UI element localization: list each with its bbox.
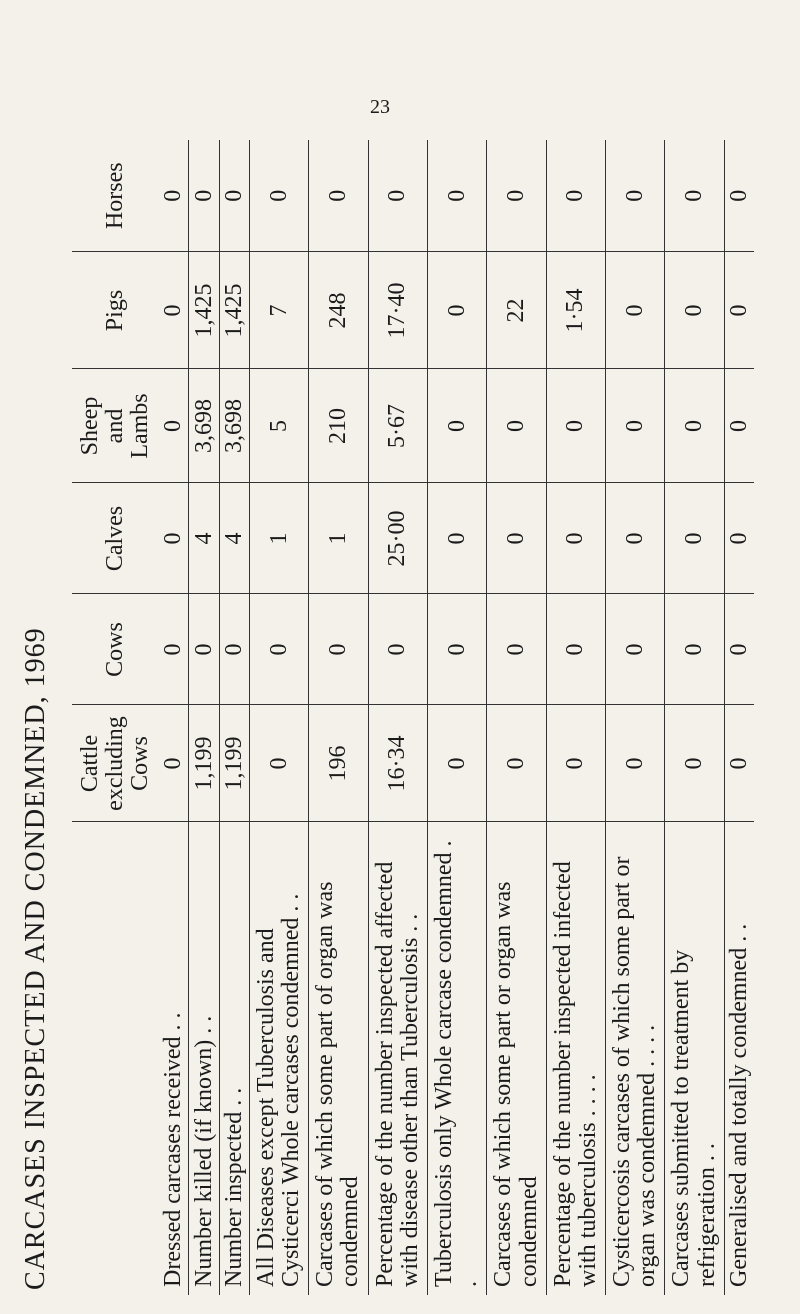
table-cell: 0 — [665, 140, 724, 252]
header-blank — [72, 822, 159, 1295]
table-cell: 1,199 — [219, 705, 249, 822]
table-cell: 0 — [724, 483, 754, 594]
table-cell: 0 — [665, 369, 724, 483]
table-cell: 0 — [428, 369, 487, 483]
table-cell: 0 — [665, 483, 724, 594]
table-row — [724, 140, 754, 1295]
table-cell: 0 — [249, 594, 308, 705]
table-cell: 0 — [665, 594, 724, 705]
column-header: Cattle excluding Cows — [72, 705, 159, 822]
table-cell: 0 — [546, 705, 605, 822]
table-cell: 4 — [189, 483, 219, 594]
table-row — [368, 140, 427, 1295]
table-cell: 0 — [159, 252, 189, 369]
column-header: Horses — [72, 140, 159, 252]
table-cell: 4 — [219, 483, 249, 594]
table-cell: 0 — [606, 369, 665, 483]
table-cell: 0 — [487, 483, 546, 594]
table-cell: 0 — [487, 594, 546, 705]
table-cell: 3,698 — [189, 369, 219, 483]
table-cell: 0 — [487, 705, 546, 822]
column-header: Sheep and Lambs — [72, 369, 159, 483]
page-number: 23 — [370, 96, 390, 118]
table-cell: 0 — [606, 140, 665, 252]
table-cell: 1 — [249, 483, 308, 594]
table-cell: 1,425 — [219, 252, 249, 369]
table-cell: 210 — [309, 369, 368, 483]
row-label: Number inspected . . — [219, 822, 249, 1295]
table-cell: 0 — [665, 252, 724, 369]
table-cell: 1,425 — [189, 252, 219, 369]
column-header: Pigs — [72, 252, 159, 369]
row-label: Carcases of which some part or organ was condemned — [487, 822, 546, 1295]
table-cell: 0 — [546, 594, 605, 705]
table-title: CARCASES INSPECTED AND CONDEMNED, 1969 — [20, 627, 51, 1290]
table-cell: 0 — [665, 705, 724, 822]
table-cell: 0 — [606, 483, 665, 594]
table-cell: 0 — [724, 252, 754, 369]
row-label: Percentage of the number inspected affected with disease other than Tuberculosis . . — [368, 822, 427, 1295]
table-cell: 5 — [249, 369, 308, 483]
row-label: Number killed (if known) . . — [189, 822, 219, 1295]
table-cell: 22 — [487, 252, 546, 369]
table-row — [189, 140, 219, 1295]
table-row — [159, 140, 189, 1295]
table-cell: 0 — [546, 483, 605, 594]
table-cell: 5·67 — [368, 369, 427, 483]
table-cell: 0 — [159, 594, 189, 705]
row-label: Cysticercosis carcases of which some part or organ was condemned . . . . — [606, 822, 665, 1295]
table-cell: 0 — [428, 483, 487, 594]
table-cell: 0 — [219, 594, 249, 705]
row-label: Carcases submitted to treatment by refrigeration . . — [665, 822, 724, 1295]
table-cell: 0 — [219, 140, 249, 252]
table-cell: 0 — [487, 140, 546, 252]
header-row — [72, 140, 159, 1295]
table-cell: 0 — [724, 140, 754, 252]
table-cell: 1·54 — [546, 252, 605, 369]
carcases-table-rotated — [72, 140, 754, 1295]
table-cell: 0 — [606, 705, 665, 822]
table-cell: 0 — [249, 705, 308, 822]
table-cell: 17·40 — [368, 252, 427, 369]
table-cell: 0 — [189, 594, 219, 705]
table-cell: 0 — [428, 705, 487, 822]
table-row — [428, 140, 487, 1295]
table-cell: 0 — [159, 483, 189, 594]
table-cell: 0 — [159, 705, 189, 822]
table-row — [249, 140, 308, 1295]
table-cell: 25·00 — [368, 483, 427, 594]
table-cell: 0 — [309, 594, 368, 705]
column-header: Calves — [72, 483, 159, 594]
table-cell: 1,199 — [189, 705, 219, 822]
table-cell: 0 — [428, 252, 487, 369]
row-label: All Diseases except Tuberculosis and Cysticerci Whole carcases condemned . . — [249, 822, 308, 1295]
table-cell: 0 — [428, 594, 487, 705]
table-row — [309, 140, 368, 1295]
table-cell: 0 — [189, 140, 219, 252]
table-cell: 248 — [309, 252, 368, 369]
table-row — [606, 140, 665, 1295]
table-cell: 0 — [368, 140, 427, 252]
row-label: Tuberculosis only Whole carcase condemned . . — [428, 822, 487, 1295]
table-cell: 0 — [249, 140, 308, 252]
table-cell: 0 — [368, 594, 427, 705]
table-cell: 0 — [724, 705, 754, 822]
table-cell: 0 — [546, 140, 605, 252]
table-cell: 16·34 — [368, 705, 427, 822]
row-label: Carcases of which some part of organ was condemned — [309, 822, 368, 1295]
table-cell: 0 — [606, 594, 665, 705]
table-cell: 3,698 — [219, 369, 249, 483]
row-label: Generalised and totally condemned . . — [724, 822, 754, 1295]
table-row — [546, 140, 605, 1295]
table-cell: 0 — [606, 252, 665, 369]
column-header: Cows — [72, 594, 159, 705]
table-cell: 0 — [309, 140, 368, 252]
table-cell: 0 — [724, 594, 754, 705]
row-label: Percentage of the number inspected infected with tuberculosis . . . . — [546, 822, 605, 1295]
table-cell: 0 — [428, 140, 487, 252]
row-label: Dressed carcases received . . — [159, 822, 189, 1295]
table-row — [487, 140, 546, 1295]
table-cell: 0 — [487, 369, 546, 483]
table-cell: 196 — [309, 705, 368, 822]
table-cell: 7 — [249, 252, 308, 369]
table-cell: 0 — [724, 369, 754, 483]
table-cell: 0 — [546, 369, 605, 483]
table-row — [665, 140, 724, 1295]
carcases-table — [72, 140, 754, 1295]
table-cell: 0 — [159, 140, 189, 252]
table-body — [159, 140, 754, 1295]
table-cell: 1 — [309, 483, 368, 594]
table-row — [219, 140, 249, 1295]
table-cell: 0 — [159, 369, 189, 483]
